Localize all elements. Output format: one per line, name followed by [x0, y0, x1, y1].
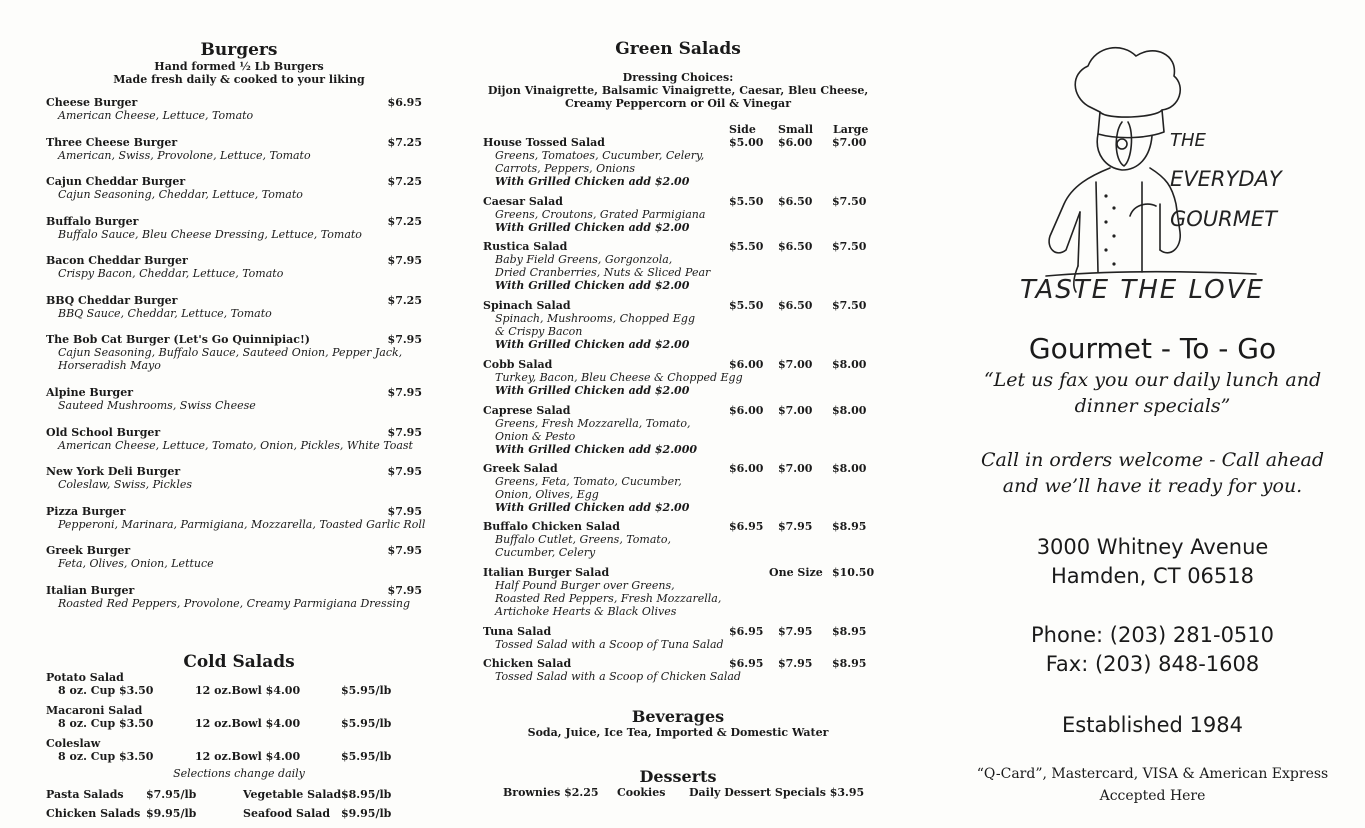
menu-item — [483, 358, 873, 397]
item-name: Pizza Burger — [46, 504, 126, 518]
item-price: $7.95 — [387, 386, 422, 399]
chicken-salads-price: $9.95/lb — [146, 807, 197, 820]
item-description: Sauteed Mushrooms, Swiss Cheese — [58, 399, 256, 412]
menu-item — [483, 462, 873, 514]
burgers-column — [46, 0, 432, 828]
side-price: $5.00 — [729, 136, 764, 149]
menu-item — [483, 520, 873, 559]
menu-item — [483, 625, 873, 651]
small-price: $6.50 — [778, 299, 813, 312]
menu-item — [46, 505, 432, 545]
cards-accepted: “Q-Card”, Mastercard, VISA & American Express — [976, 766, 1329, 782]
gourmet-to-go-heading: Gourmet - To - Go — [1028, 332, 1277, 365]
item-description: American Cheese, Lettuce, Tomato — [58, 109, 254, 122]
item-price: $7.95 — [387, 254, 422, 267]
small-price: $7.00 — [778, 404, 813, 417]
dressing-title: Dressing Choices: — [622, 71, 734, 84]
side-price: $6.00 — [729, 462, 764, 475]
small-price: $7.95 — [778, 657, 813, 670]
pound-price: $5.95/lb — [341, 684, 392, 697]
item-name: Cajun Cheddar Burger — [46, 175, 186, 188]
seafood-salad-price: $9.95/lb — [341, 807, 392, 820]
selections-note: Selections change daily — [173, 767, 305, 780]
item-description: Buffalo Sauce, Bleu Cheese Dressing, Lettuce, Tomato — [58, 227, 362, 241]
item-price: $7.95 — [387, 504, 422, 518]
item-description: Baby Field Greens, Gorgonzola, — [495, 253, 673, 266]
small-price: $6.00 — [778, 136, 813, 149]
item-description: Cajun Seasoning, Cheddar, Lettuce, Tomato — [58, 188, 303, 201]
menu-item — [46, 704, 432, 730]
city-state-zip: Hamden, CT 06518 — [1051, 564, 1254, 588]
menu-item — [483, 136, 873, 188]
menu-item — [483, 240, 873, 292]
menu-item — [46, 426, 432, 466]
item-price: $7.25 — [387, 293, 422, 307]
cup-price: 8 oz. Cup $3.50 — [58, 684, 154, 697]
item-name: Spinach Salad — [483, 299, 571, 312]
logo-gourmet: GOURMET — [1170, 207, 1277, 231]
one-size-label: One Size — [769, 566, 823, 579]
item-name: Macaroni Salad — [46, 704, 143, 717]
item-name: Italian Burger Salad — [483, 566, 610, 579]
menu-item — [46, 294, 432, 334]
pound-price: $5.95/lb — [341, 717, 392, 730]
green-salads-title: Green Salads — [615, 39, 741, 59]
item-description: American, Swiss, Provolone, Lettuce, Tomato — [58, 148, 311, 162]
item-description: Greens, Fresh Mozzarella, Tomato, — [495, 417, 691, 430]
chicken-addon: With Grilled Chicken add $2.00 — [495, 501, 690, 514]
bowl-price: 12 oz.Bowl $4.00 — [195, 750, 301, 763]
vegetable-salad-label: Vegetable Salad — [243, 788, 342, 801]
small-price: $7.95 — [778, 520, 813, 533]
item-price: $6.95 — [387, 96, 422, 109]
seafood-salad-label: Seafood Salad — [243, 807, 331, 820]
menu-item — [46, 386, 432, 426]
cold-salads-title: Cold Salads — [183, 652, 295, 672]
item-description: Cajun Seasoning, Buffalo Sauce, Sauteed Onion, Pepper Jack, — [58, 346, 403, 359]
pound-price: $5.95/lb — [341, 750, 392, 763]
item-description: Buffalo Cutlet, Greens, Tomato, — [495, 533, 671, 546]
side-price: $6.95 — [729, 625, 764, 638]
item-price: $7.95 — [387, 425, 422, 439]
item-name: Potato Salad — [46, 671, 124, 684]
chicken-salads-label: Chicken Salads — [46, 807, 141, 820]
bowl-price: 12 oz.Bowl $4.00 — [195, 717, 301, 730]
menu-item — [483, 657, 873, 683]
item-name: Greek Burger — [46, 544, 131, 557]
col-small: Small — [778, 123, 814, 136]
pasta-salads-price: $7.95/lb — [146, 788, 197, 801]
col-side: Side — [729, 123, 756, 136]
menu-item — [483, 404, 873, 456]
logo-everyday: EVERYDAY — [1170, 167, 1282, 191]
cup-price: 8 oz. Cup $3.50 — [58, 750, 154, 763]
chicken-addon: With Grilled Chicken add $2.00 — [495, 384, 690, 397]
cookies-label: Cookies — [617, 786, 666, 799]
large-price: $8.95 — [832, 520, 867, 533]
item-description-2: Roasted Red Peppers, Fresh Mozzarella, — [495, 592, 722, 605]
fax-number: Fax: (203) 848-1608 — [1045, 652, 1260, 676]
item-name: Chicken Salad — [483, 657, 572, 670]
logo-tagline: TASTE THE LOVE — [1020, 275, 1265, 305]
item-description: Feta, Olives, Onion, Lettuce — [58, 557, 214, 570]
item-description: Greens, Tomatoes, Cucumber, Celery, — [495, 149, 705, 162]
menu-item — [483, 299, 873, 351]
item-name: Cobb Salad — [483, 358, 553, 371]
burgers-header — [46, 40, 432, 86]
item-name: Caprese Salad — [483, 404, 571, 417]
item-name: Greek Salad — [483, 462, 558, 475]
menu-item — [46, 136, 432, 176]
fax-slogan-1: “Let us fax you our daily lunch and — [983, 369, 1322, 391]
beverages-title: Beverages — [631, 707, 725, 726]
side-price: $5.50 — [729, 240, 764, 253]
large-price: $7.50 — [832, 299, 867, 312]
item-description-2: & Crispy Bacon — [495, 325, 583, 338]
item-price: $7.25 — [387, 135, 422, 149]
accepted-here: Accepted Here — [1099, 788, 1206, 804]
item-description: Roasted Red Peppers, Provolone, Creamy Parmigiana Dressing — [58, 596, 410, 610]
item-name: Coleslaw — [46, 737, 101, 750]
chicken-addon: With Grilled Chicken add $2.000 — [495, 443, 698, 456]
item-description-2: Dried Cranberries, Nuts & Sliced Pear — [495, 266, 711, 279]
burger-list — [46, 96, 432, 623]
small-price: $7.00 — [778, 462, 813, 475]
item-description: Tossed Salad with a Scoop of Chicken Salad — [495, 670, 741, 683]
item-description: Pepperoni, Marinara, Parmigiana, Mozzarella, Toasted Garlic Roll — [58, 517, 426, 531]
burgers-title: Burgers — [200, 40, 278, 60]
item-description: BBQ Sauce, Cheddar, Lettuce, Tomato — [58, 306, 272, 320]
item-description-2: Onion & Pesto — [495, 430, 576, 443]
one-size-price: $10.50 — [832, 566, 875, 579]
side-price: $6.95 — [729, 657, 764, 670]
small-price: $6.50 — [778, 240, 813, 253]
item-price: $7.95 — [387, 544, 422, 557]
item-name: New York Deli Burger — [46, 465, 181, 478]
item-name: Buffalo Burger — [46, 214, 139, 228]
call-ahead-2: and we’ll have it ready for you. — [1002, 475, 1303, 497]
salads-column — [483, 0, 873, 828]
item-name: Italian Burger — [46, 583, 135, 597]
item-description: Greens, Feta, Tomato, Cucumber, — [495, 475, 682, 488]
item-name: Tuna Salad — [483, 625, 552, 638]
large-price: $8.00 — [832, 358, 867, 371]
fax-slogan-2: dinner specials” — [1074, 395, 1231, 417]
item-description: Half Pound Burger over Greens, — [495, 579, 675, 592]
menu-item — [46, 333, 432, 386]
item-description-3: Artichoke Hearts & Black Olives — [495, 605, 677, 618]
item-description: Crispy Bacon, Cheddar, Lettuce, Tomato — [58, 267, 284, 280]
bowl-price: 12 oz.Bowl $4.00 — [195, 684, 301, 697]
large-price: $7.50 — [832, 195, 867, 208]
dressing-list-2: Creamy Peppercorn or Oil & Vinegar — [565, 97, 791, 110]
item-description: Spinach, Mushrooms, Chopped Egg — [495, 312, 695, 325]
item-price: $7.95 — [387, 583, 422, 597]
green-salads-header — [483, 39, 873, 110]
pasta-salads-label: Pasta Salads — [46, 788, 124, 801]
col-large: Large — [833, 123, 869, 136]
item-price: $7.95 — [387, 465, 422, 478]
item-description-2: Carrots, Peppers, Onions — [495, 162, 636, 175]
item-name: Alpine Burger — [46, 386, 133, 399]
item-price: $7.25 — [387, 175, 422, 188]
menu-item — [46, 465, 432, 505]
street-address: 3000 Whitney Avenue — [1036, 535, 1269, 559]
small-price: $7.95 — [778, 625, 813, 638]
burgers-subtitle-2: Made fresh daily & cooked to your liking — [113, 73, 365, 86]
menu-item — [46, 175, 432, 215]
chicken-addon: With Grilled Chicken add $2.00 — [495, 221, 690, 234]
side-price: $6.00 — [729, 404, 764, 417]
item-description: Coleslaw, Swiss, Pickles — [58, 478, 193, 491]
pasta-veg-row — [46, 788, 432, 802]
chef-logo-icon — [1010, 36, 1290, 306]
menu-item — [46, 584, 432, 624]
large-price: $7.00 — [832, 136, 867, 149]
call-ahead-1: Call in orders welcome - Call ahead — [981, 449, 1324, 471]
burgers-subtitle-1: Hand formed ½ Lb Burgers — [154, 60, 324, 73]
item-name: Old School Burger — [46, 425, 161, 439]
large-price: $7.50 — [832, 240, 867, 253]
chicken-addon: With Grilled Chicken add $2.00 — [495, 175, 690, 188]
chicken-seafood-row — [46, 807, 432, 821]
brownies-price: Brownies $2.25 — [503, 786, 599, 799]
item-description: Tossed Salad with a Scoop of Tuna Salad — [495, 638, 724, 651]
small-price: $7.00 — [778, 358, 813, 371]
item-description: Turkey, Bacon, Bleu Cheese & Chopped Egg — [495, 371, 743, 384]
dessert-specials: Daily Dessert Specials $3.95 — [689, 786, 865, 799]
side-price: $6.95 — [729, 520, 764, 533]
menu-item — [46, 544, 432, 584]
cup-price: 8 oz. Cup $3.50 — [58, 717, 154, 730]
menu-item — [46, 215, 432, 255]
menu-item — [46, 96, 432, 136]
item-name: BBQ Cheddar Burger — [46, 293, 178, 307]
item-name: Caesar Salad — [483, 195, 563, 208]
large-price: $8.95 — [832, 657, 867, 670]
large-price: $8.95 — [832, 625, 867, 638]
side-price: $5.50 — [729, 195, 764, 208]
item-name: Three Cheese Burger — [46, 135, 178, 149]
item-name: Cheese Burger — [46, 96, 138, 109]
desserts-section — [483, 767, 873, 800]
large-price: $8.00 — [832, 462, 867, 475]
item-description: Greens, Croutons, Grated Parmigiana — [495, 208, 706, 221]
item-price: $7.95 — [387, 333, 422, 346]
item-name: The Bob Cat Burger (Let's Go Quinnipiac!) — [46, 333, 310, 346]
logo-the: THE — [1170, 130, 1206, 151]
menu-item — [483, 195, 873, 234]
item-description-2: Cucumber, Celery — [495, 546, 596, 559]
large-price: $8.00 — [832, 404, 867, 417]
item-description-2: Horseradish Mayo — [58, 359, 161, 372]
item-name: Buffalo Chicken Salad — [483, 520, 620, 533]
menu-item — [46, 737, 432, 763]
beverages-section — [483, 707, 873, 739]
chicken-addon: With Grilled Chicken add $2.00 — [495, 338, 690, 351]
phone-number: Phone: (203) 281-0510 — [1030, 623, 1275, 647]
item-price: $7.25 — [387, 214, 422, 228]
small-price: $6.50 — [778, 195, 813, 208]
desserts-title: Desserts — [639, 767, 717, 786]
item-name: Bacon Cheddar Burger — [46, 254, 188, 267]
info-column — [940, 0, 1365, 828]
established-year: Established 1984 — [1062, 713, 1243, 737]
price-column-headers — [483, 123, 873, 137]
menu-item — [46, 254, 432, 294]
chicken-addon: With Grilled Chicken add $2.00 — [495, 279, 690, 292]
item-name: Rustica Salad — [483, 240, 568, 253]
menu-item — [483, 566, 873, 618]
dressing-list-1: Dijon Vinaigrette, Balsamic Vinaigrette, Caesar, Bleu Cheese, — [487, 84, 869, 97]
side-price: $5.50 — [729, 299, 764, 312]
item-name: House Tossed Salad — [483, 136, 605, 149]
item-description: American Cheese, Lettuce, Tomato, Onion, Pickles, White Toast — [58, 438, 413, 452]
menu-item — [46, 671, 432, 697]
vegetable-salad-price: $8.95/lb — [341, 788, 392, 801]
beverages-list: Soda, Juice, Ice Tea, Imported & Domestic Water — [527, 726, 829, 739]
side-price: $6.00 — [729, 358, 764, 371]
item-description-2: Onion, Olives, Egg — [495, 488, 599, 501]
